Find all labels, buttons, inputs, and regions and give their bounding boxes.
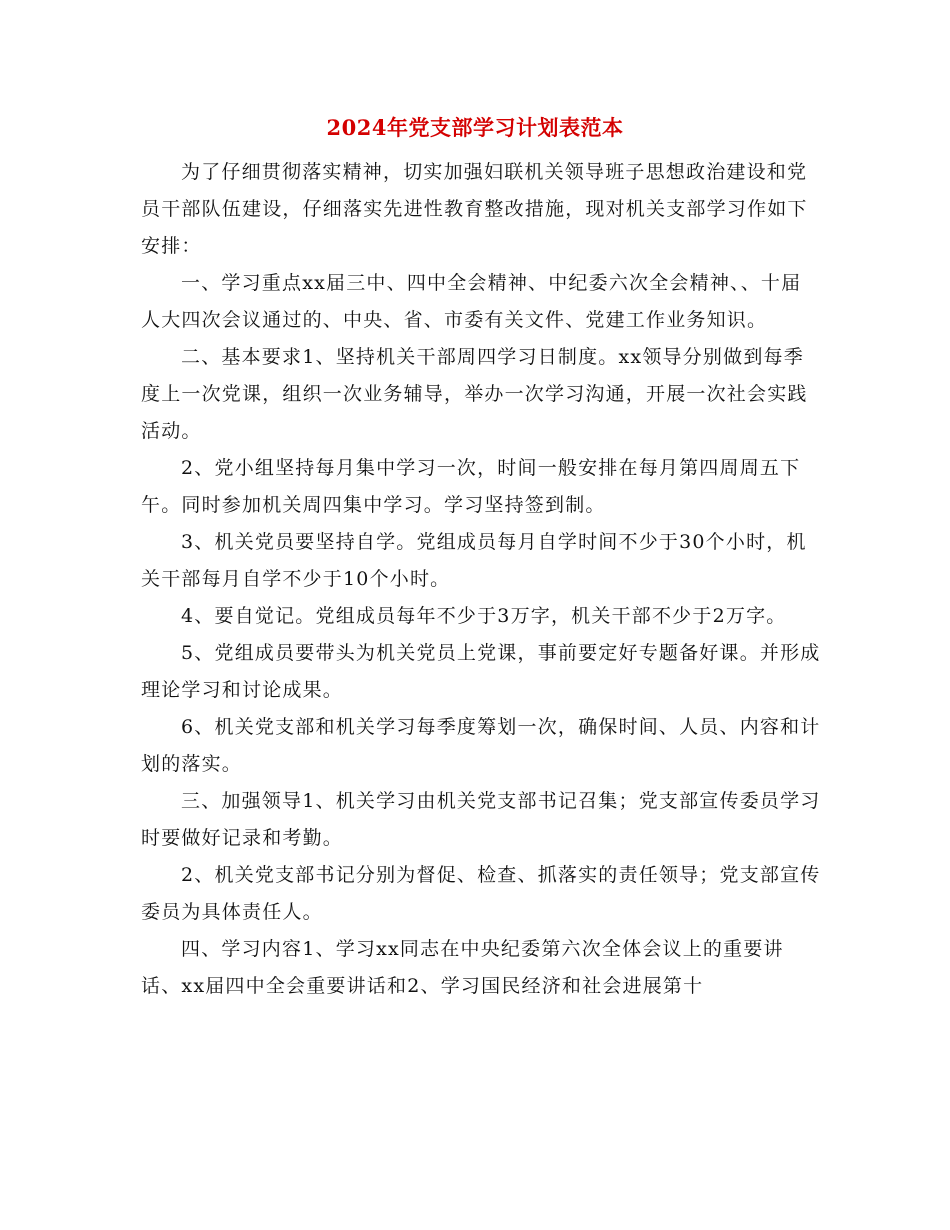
paragraph-requirement-3: 3、机关党员要坚持自学。党组成员每月自学时间不少于30个小时，机关干部每月自学不少于10个小时。 xyxy=(141,531,807,590)
paragraph-study-focus: 一、学习重点xx届三中、四中全会精神、中纪委六次全会精神、、十届人大四次会议通过的、中央、省、市委有关文件、党建工作业务知识。 xyxy=(141,272,802,331)
paragraph-requirement-4: 4、要自觉记。党组成员每年不少于3万字，机关干部不少于2万字。 xyxy=(181,605,787,627)
document-body xyxy=(141,154,821,1005)
paragraph-basic-requirements: 二、基本要求1、坚持机关干部周四学习日制度。xx领导分别做到每季度上一次党课，组织一次业务辅导，举办一次学习沟通，开展一次社会实践活动。 xyxy=(141,346,808,442)
paragraph-requirement-2: 2、党小组坚持每月集中学习一次，时间一般安排在每月第四周周五下午。同时参加机关周四集中学习。学习坚持签到制。 xyxy=(141,457,801,516)
paragraph-study-content: 四、学习内容1、学习xx同志在中央纪委第六次全体会议上的重要讲话、xx届四中全会重要讲话和2、学习国民经济和社会进展第十 xyxy=(141,938,784,997)
paragraph-intro: 为了仔细贯彻落实精神，切实加强妇联机关领导班子思想政治建设和党员干部队伍建设，仔细落实先进性教育整改措施，现对机关支部学习作如下安排： xyxy=(141,161,808,257)
document-title: 2024年党支部学习计划表范本 xyxy=(326,115,624,140)
paragraph-requirement-6: 6、机关党支部和机关学习每季度筹划一次，确保时间、人员、内容和计划的落实。 xyxy=(141,716,821,775)
paragraph-requirement-5: 5、党组成员要带头为机关党员上党课，事前要定好专题备好课。并形成理论学习和讨论成果。 xyxy=(141,642,821,701)
paragraph-leadership-1: 三、加强领导1、机关学习由机关党支部书记召集；党支部宣传委员学习时要做好记录和考勤。 xyxy=(141,790,821,849)
paragraph-leadership-2: 2、机关党支部书记分别为督促、检查、抓落实的责任领导；党支部宣传委员为具体责任人。 xyxy=(141,864,821,923)
